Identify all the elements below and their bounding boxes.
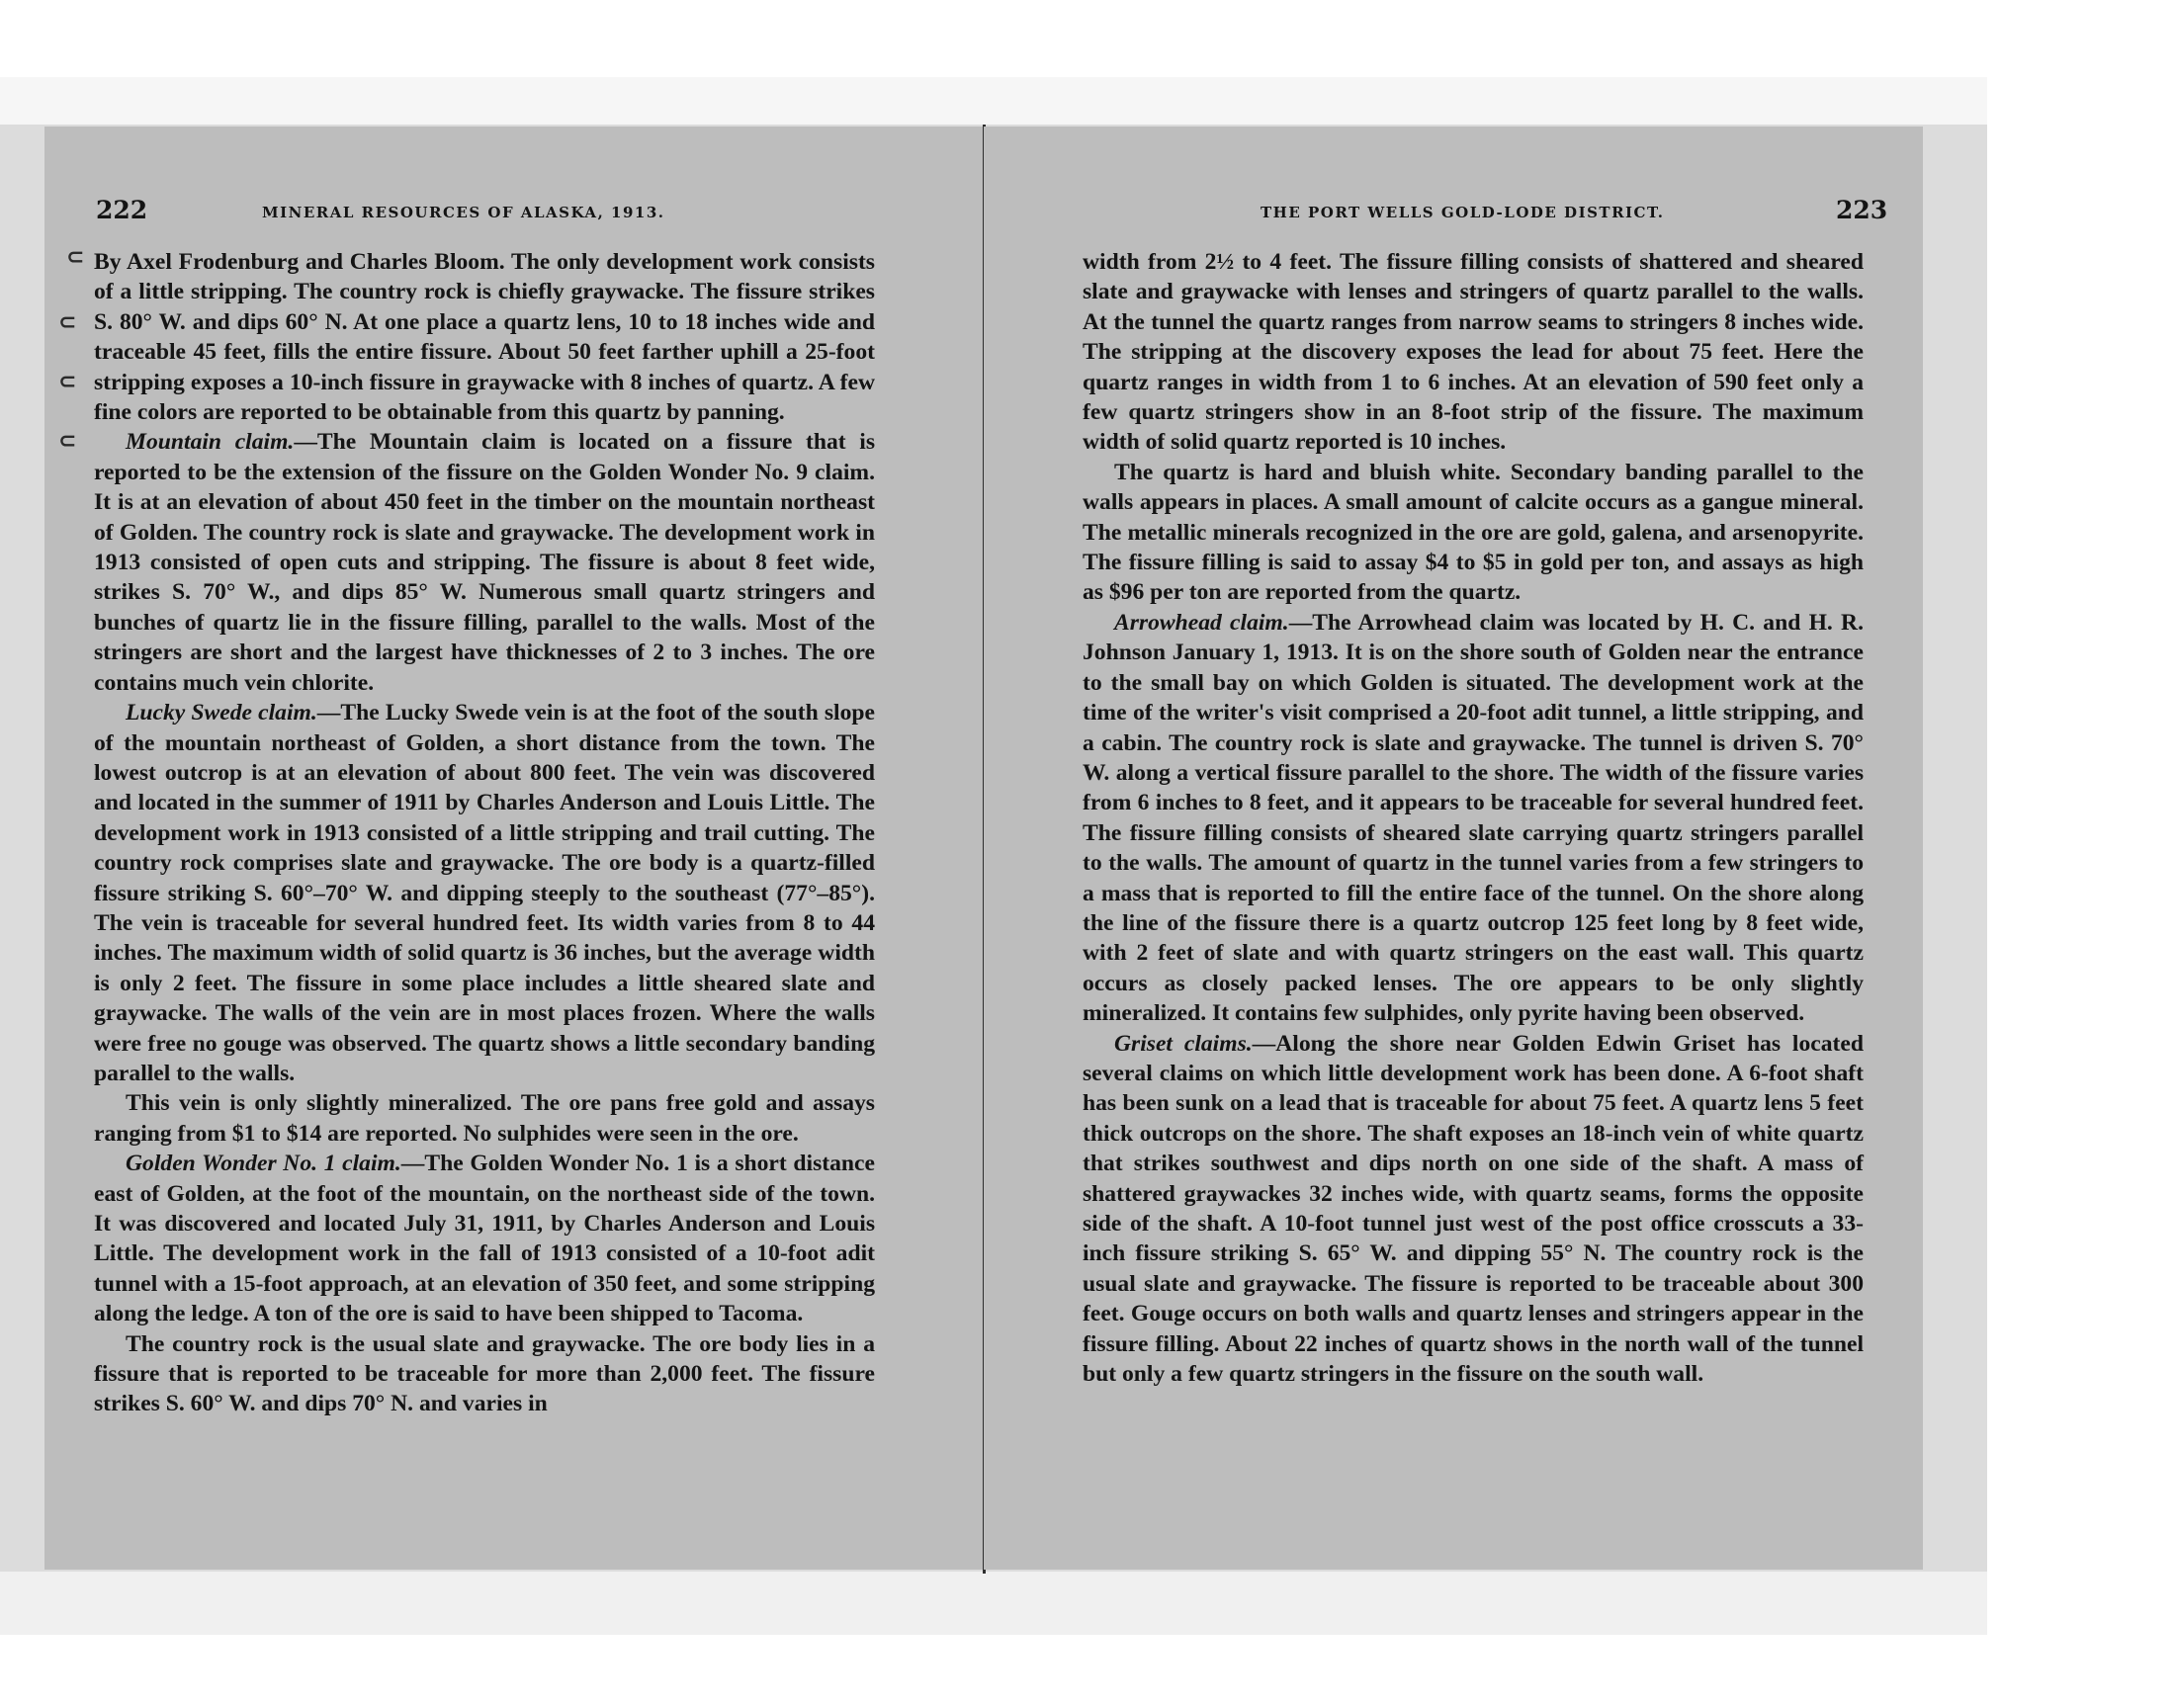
paragraph	[1083, 608, 1864, 1029]
right-column	[1083, 247, 1864, 1389]
paragraph-text: The country rock is the usual slate and graywacke. The ore body lies in a fissure that is reported to be traceable for more than 2,000 feet. The fissure strikes S. 60° W. and dips 70° N. and varies in	[94, 1330, 875, 1417]
scan-bottom-margin	[0, 1572, 1987, 1635]
paragraph	[1083, 1029, 1864, 1390]
left-page	[44, 127, 984, 1570]
section-heading: Mountain claim.	[126, 429, 295, 456]
paragraph-text: —The Arrowhead claim was located by H. C. and H. R. Johnson January 1, 1913. It is on the shore south of Golden near the entrance to the small bay on which Golden is situated. The development work at the time of the writer's visit comprised a 20-foot adit tunnel, a little stripping, and a cabin. The country rock is slate and graywacke. The tunnel is driven S. 70° W. along a vertical fissure parallel to the shore. The width of the fissure varies from 6 inches to 8 feet, and it appears to be traceable for several hundred feet. The fissure filling consists of sheared slate carrying quartz stringers parallel to the walls. The amount of quartz in the tunnel varies from a few stringers to a mass that is reported to fill the entire face of the tunnel. On the shore along the line of the fissure there is a quartz outcrop 125 feet long by 8 feet wide, with 2 feet of slate and with quartz stringers on the east wall. This quartz occurs as closely packed lenses. The ore appears to be only slightly mineralized. It contains few sulphides, only pyrite having been observed.	[1083, 609, 1864, 1027]
paragraph-text: This vein is only slightly mineralized. The ore pans free gold and assays ranging from $1 to $14 are reported. No sulphides were seen in the ore.	[94, 1090, 875, 1147]
right-page	[984, 127, 1923, 1570]
running-title: THE PORT WELLS GOLD-LODE DISTRICT.	[1261, 204, 1665, 221]
scanned-spread	[0, 77, 1987, 1635]
margin-mark: ⊂	[66, 245, 85, 270]
paragraph	[94, 247, 875, 427]
margin-mark: ⊂	[58, 370, 77, 394]
paragraph-text: —The Lucky Swede vein is at the foot of the south slope of the mountain northeast of Golden, a short distance from the town. The lowest outcrop is at an elevation of about 800 feet. The vein was discovered and located in the summer of 1911 by Charles Anderson and Louis Little. The development work in 1913 consisted of a little stripping and trail cutting. The country rock comprises slate and graywacke. The ore body is a quartz-filled fissure striking S. 60°–70° W. and dipping steeply to the southeast (77°–85°). The vein is traceable for several hundred feet. Its width varies from 8 to 44 inches. The maximum width of solid quartz is 36 inches, but the average width is only 2 feet. The fissure in some place includes a little sheared slate and graywacke. The walls of the vein are in most places frozen. Where the walls were free no gouge was observed. The quartz shows a little secondary banding parallel to the walls.	[94, 700, 875, 1086]
paragraph-text: width from 2½ to 4 feet. The fissure filling consists of shattered and sheared slate and graywacke with lenses and stringers of quartz parallel to the walls. At the tunnel the quartz ranges from narrow seams to stringers 8 inches wide. The stripping at the discovery exposes the lead for about 75 feet. Here the quartz ranges in width from 1 to 6 inches. At an elevation of 590 feet only a few quartz stringers show in an 8-foot strip of the fissure. The maximum width of solid quartz reported is 10 inches.	[1083, 249, 1864, 456]
section-heading: Golden Wonder No. 1 claim.	[126, 1151, 401, 1177]
paragraph	[1083, 247, 1864, 458]
left-column	[94, 247, 875, 1419]
paragraph-text: —The Golden Wonder No. 1 is a short distance east of Golden, at the foot of the mountain, on the northeast side of the town. It was discovered and located July 31, 1911, by Charles Anderson and Louis Little. The development work in the fall of 1913 consisted of a 10-foot adit tunnel with a 15-foot approach, at an elevation of 350 feet, and some stripping along the ledge. A ton of the ore is said to have been shipped to Tacoma.	[94, 1151, 875, 1327]
paragraph	[1083, 458, 1864, 608]
running-title: MINERAL RESOURCES OF ALASKA, 1913.	[262, 204, 665, 221]
paragraph-text: By Axel Frodenburg and Charles Bloom. The only development work consists of a little stripping. The country rock is chiefly graywacke. The fissure strikes S. 80° W. and dips 60° N. At one place a quartz lens, 10 to 18 inches wide and traceable 45 feet, fills the entire fissure. About 50 feet farther uphill a 25-foot stripping exposes a 10-inch fissure in graywacke with 8 inches of quartz. A few fine colors are reported to be obtainable from this quartz by panning.	[94, 249, 875, 426]
paragraph	[94, 1088, 875, 1149]
margin-mark: ⊂	[58, 429, 77, 454]
margin-mark: ⊂	[58, 310, 77, 335]
scan-top-margin	[0, 77, 1987, 125]
paragraph-text: —Along the shore near Golden Edwin Griset has located several claims on which little development work has been done. A 6-foot shaft has been sunk on a lead that is traceable for about 75 feet. A quartz lens 5 feet thick outcrops on the shore. The shaft exposes an 18-inch vein of white quartz that strikes southwest and dips north on one side of the shaft. A mass of shattered graywackes 32 inches wide, with quartz seams, forms the opposite side of the shaft. A 10-foot tunnel just west of the post office crosscuts a 33-inch fissure striking S. 65° W. and dipping 55° N. The country rock is the usual slate and graywacke. The fissure is reported to be traceable about 300 feet. Gouge occurs on both walls and quartz lenses and stringers appear in the fissure filling. About 22 inches of quartz shows in the north wall of the tunnel but only a few quartz stringers in the fissure on the south wall.	[1083, 1030, 1864, 1388]
paragraph	[94, 427, 875, 698]
paragraph	[94, 1329, 875, 1419]
section-heading: Arrowhead claim.	[1114, 609, 1289, 636]
page-number: 222	[96, 196, 148, 224]
section-heading: Griset claims.	[1114, 1030, 1253, 1057]
paragraph	[94, 698, 875, 1088]
paragraph-text: —The Mountain claim is located on a fissure that is reported to be the extension of the fissure on the Golden Wonder No. 9 claim. It is at an elevation of about 450 feet in the timber on the mountain northeast of Golden. The country rock is slate and graywacke. The development work in 1913 consisted of open cuts and stripping. The fissure is about 8 feet wide, strikes S. 70° W., and dips 85° W. Numerous small quartz stringers and bunches of quartz lie in the fissure filling, parallel to the walls. Most of the stringers are short and the largest have thicknesses of 2 to 3 inches. The ore contains much vein chlorite.	[94, 429, 875, 696]
section-heading: Lucky Swede claim.	[126, 700, 317, 726]
paragraph	[94, 1149, 875, 1328]
paragraph-text: The quartz is hard and bluish white. Secondary banding parallel to the walls appears in places. A small amount of calcite occurs as a gangue mineral. The metallic minerals recognized in the ore are gold, galena, and arsenopyrite. The fissure filling is said to assay $4 to $5 in gold per ton, and assays as high as $96 per ton are reported from the quartz.	[1083, 459, 1864, 606]
page-number: 223	[1836, 196, 1888, 224]
